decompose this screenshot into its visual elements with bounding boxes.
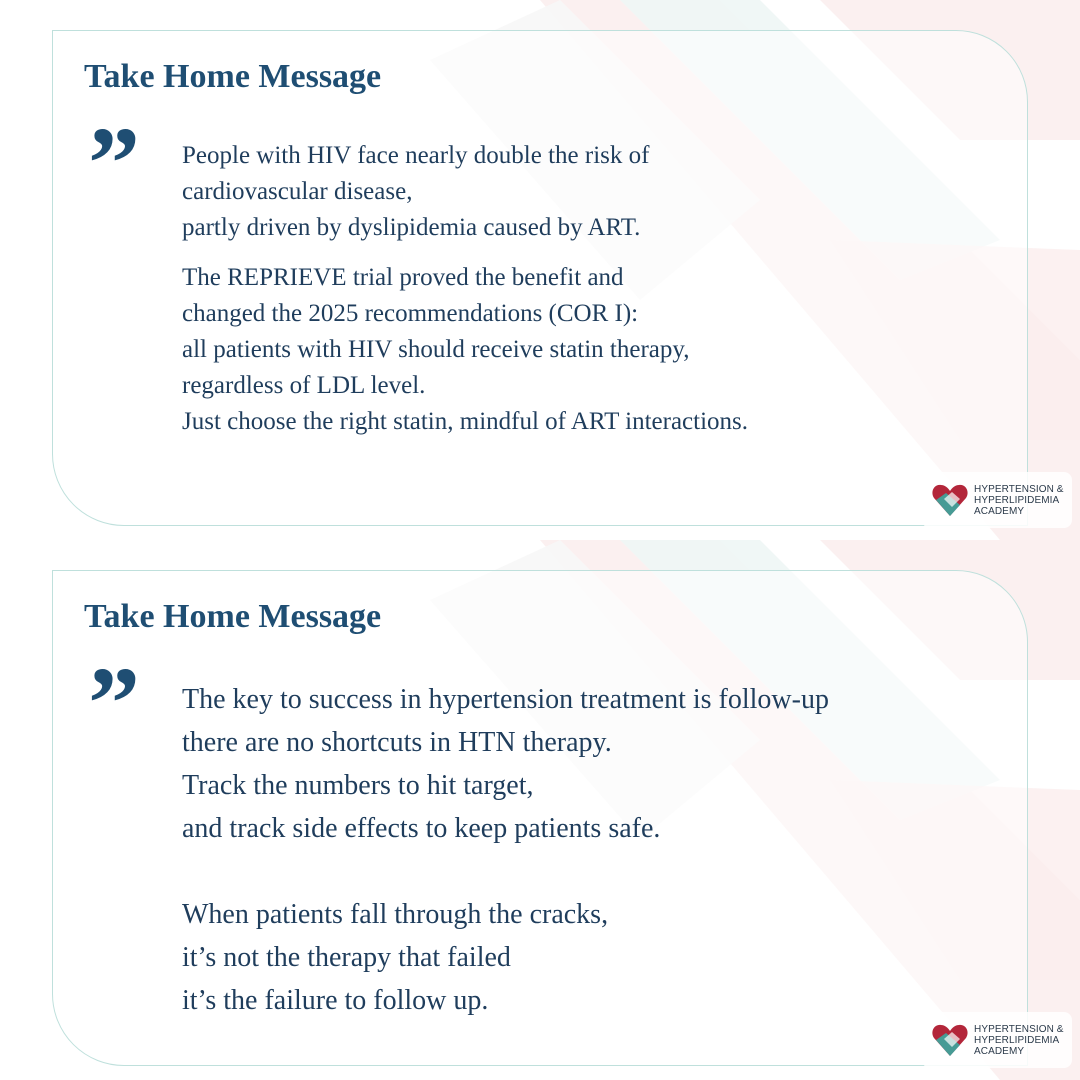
text-line: Just choose the right statin, mindful of ART interactions. bbox=[182, 408, 749, 435]
text-line: it’s the failure to follow up. bbox=[182, 985, 489, 1016]
text-line: The key to success in hypertension treatment is follow-up bbox=[182, 684, 829, 715]
text-line: regardless of LDL level. bbox=[182, 372, 426, 399]
quote-icon: ” bbox=[88, 646, 140, 761]
logo-text bbox=[974, 484, 1064, 517]
quote-icon: ” bbox=[88, 106, 140, 221]
logo-line: HYPERLIPIDEMIA bbox=[974, 494, 1060, 506]
slide-htn-follow-up bbox=[0, 540, 1080, 1080]
heart-logo-icon bbox=[930, 480, 970, 520]
text-line: cardiovascular disease, bbox=[182, 178, 413, 205]
text-line: People with HIV face nearly double the risk of bbox=[182, 142, 650, 169]
message-paragraph bbox=[182, 138, 922, 246]
logo-line: ACADEMY bbox=[974, 1045, 1025, 1057]
message-body bbox=[182, 138, 922, 440]
logo-line: HYPERTENSION & bbox=[974, 1023, 1064, 1035]
logo-line: HYPERLIPIDEMIA bbox=[974, 1034, 1060, 1046]
card-title: Take Home Message bbox=[84, 598, 382, 635]
text-line: there are no shortcuts in HTN therapy. bbox=[182, 727, 612, 758]
academy-logo bbox=[922, 472, 1072, 528]
logo-text bbox=[974, 1024, 1064, 1057]
text-line: partly driven by dyslipidemia caused by ART. bbox=[182, 214, 641, 241]
text-line: The REPRIEVE trial proved the benefit and bbox=[182, 264, 624, 291]
text-line: changed the 2025 recommendations (COR I): bbox=[182, 300, 639, 327]
logo-line: HYPERTENSION & bbox=[974, 483, 1064, 495]
text-line: it’s not the therapy that failed bbox=[182, 942, 511, 973]
message-paragraph bbox=[182, 893, 922, 1022]
text-line: Track the numbers to hit target, bbox=[182, 770, 534, 801]
heart-logo-icon bbox=[930, 1020, 970, 1060]
card-title: Take Home Message bbox=[84, 58, 382, 95]
text-line: When patients fall through the cracks, bbox=[182, 899, 609, 930]
text-line: all patients with HIV should receive statin therapy, bbox=[182, 336, 690, 363]
message-body bbox=[182, 678, 922, 1022]
message-paragraph bbox=[182, 678, 922, 850]
message-paragraph bbox=[182, 260, 922, 440]
text-line: and track side effects to keep patients safe. bbox=[182, 813, 661, 844]
academy-logo bbox=[922, 1012, 1072, 1068]
logo-line: ACADEMY bbox=[974, 505, 1025, 517]
